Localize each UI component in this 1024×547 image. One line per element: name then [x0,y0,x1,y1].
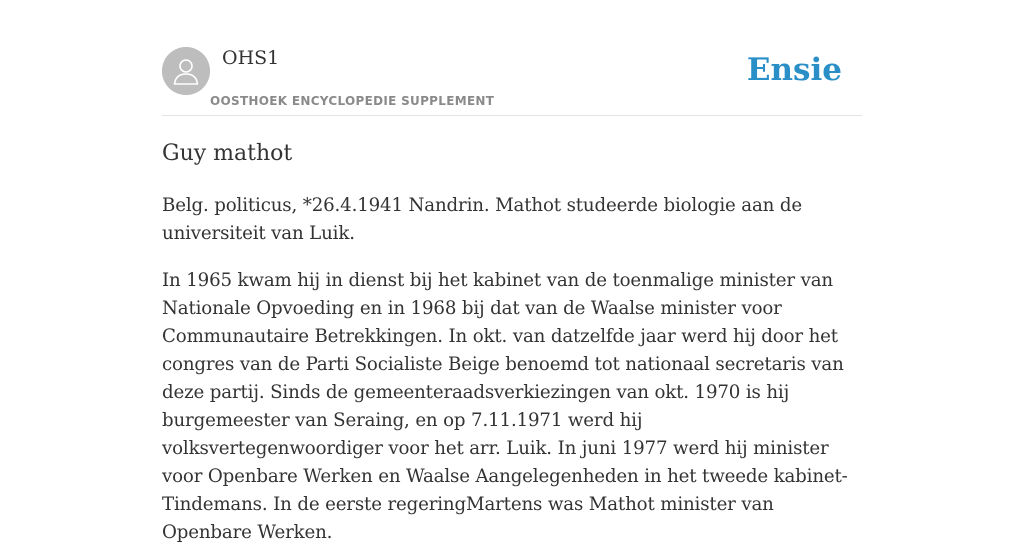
author-name[interactable]: OHS1 [222,47,280,69]
source-name[interactable]: OOSTHOEK ENCYCLOPEDIE SUPPLEMENT [210,94,495,108]
article-paragraph: Belg. politicus, *26.4.1941 Nandrin. Mathot studeerde biologie aan de universiteit van Luik. [162,195,802,244]
article [162,138,862,547]
article-paragraph: In 1965 kwam hij in dienst bij het kabinet van de toenmalige minister van Nationale Opvoeding en in 1968 bij dat van de Waalse minister voor Communautaire Betrekkingen. In okt. van datzelfde jaar werd hij door het congres van de Parti Socialiste Beige benoemd tot nationaal secretaris van deze partij. Sinds de gemeenteraadsverkiezingen van okt. 1970 is hij burgemeester van Seraing, en op 7.11.1971 werd hij volksvertegenwoordiger voor het arr. Luik. In juni 1977 werd hij minister voor Openbare Werken en Waalse Aangelegenheden in het tweede kabinet-Tindemans. In de eerste regeringMartens was Mathot minister van Openbare Werken. [162,270,848,543]
ensie-logo[interactable]: Ensie [746,52,842,88]
article-title: Guy mathot [162,141,293,166]
user-avatar-icon[interactable] [162,47,210,95]
page-header [162,0,862,116]
